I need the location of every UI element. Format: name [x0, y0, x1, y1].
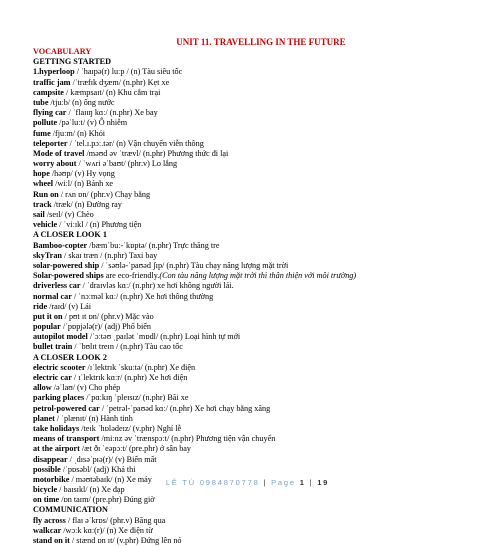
- footer-page-number: 1: [299, 478, 306, 487]
- section-heading-text: COMMUNICATION: [33, 505, 108, 515]
- vocab-term: fume: [33, 128, 51, 138]
- section-heading-text: A CLOSER LOOK 1: [33, 230, 107, 240]
- vocab-entry: [33, 169, 463, 179]
- vocab-definition: / ˈflaɪɪŋ kɑː/ (n.phr) Xe bay: [66, 108, 158, 118]
- vocab-term: hope: [33, 169, 50, 179]
- vocab-example-translation: (Con tàu năng lượng mặt trời thì thân thiện với môi trường): [159, 271, 357, 281]
- page-footer: [0, 478, 495, 487]
- vocab-entry: [33, 342, 463, 352]
- vocab-term: teleporter: [33, 138, 68, 148]
- document-page: [33, 37, 463, 546]
- vocab-term: wheel: [33, 179, 54, 189]
- vocab-definition: /wɔːk kɑː(r)/ (n) Xe điện từ: [61, 525, 153, 535]
- vocab-term: Solar-powered ships: [33, 271, 104, 281]
- vocab-entry: [33, 159, 463, 169]
- vocab-definition: / kæmpsaɪt/ (n) Khu cắm trại: [63, 87, 161, 97]
- vocab-definition: / ˈwʌri əˈbaʊt/ (phr.v) Lo lắng: [76, 159, 178, 169]
- section-heading-text: A CLOSER LOOK 2: [33, 352, 107, 362]
- vocab-term: bullet train: [33, 342, 73, 352]
- vocab-definition: /raɪd/ (v) Lái: [47, 301, 91, 311]
- vocab-definition: /ˈtræfɪk dʒæm/ (n.phr) Kẹt xe: [70, 77, 170, 87]
- vocab-term: stand on it: [33, 536, 70, 545]
- vocab-term: bicycle: [33, 485, 58, 495]
- vocab-entry: [33, 281, 463, 291]
- vocab-term: at the airport: [33, 444, 80, 454]
- vocab-term: worry about: [33, 159, 77, 169]
- vocab-term: autopilot model: [33, 332, 88, 342]
- vocab-definition: /teɪk ˈhɒlədeɪz/ (v.phr) Nghỉ lễ: [79, 423, 182, 433]
- vocab-definition: / ˈnɔːməl kɑː/ (n.phr) Xe hơi thông thường: [71, 291, 214, 301]
- vocab-entry: [33, 139, 463, 149]
- footer-separator-2: |: [309, 478, 314, 487]
- section-heading-text: GETTING STARTED: [33, 57, 112, 67]
- footer-author: LÊ TÚ 0984870778: [165, 478, 260, 487]
- vocab-term: allow: [33, 383, 52, 393]
- vocab-term: pollute: [33, 118, 58, 128]
- vocab-term: vehicle: [33, 220, 58, 230]
- section-heading: [33, 57, 463, 67]
- vocab-entry: [33, 210, 463, 220]
- section-heading: [33, 505, 463, 515]
- vocab-term: solar-powered ship: [33, 260, 100, 270]
- vocab-entry: [33, 302, 463, 312]
- vocab-entry: [33, 404, 463, 414]
- vocab-entry: [33, 129, 463, 139]
- vocab-definition: /wiːl/ (n) Bánh xe: [53, 179, 114, 189]
- vocab-definition: /ˈɔːtəʊ ˌpaɪlət ˈmɒdl/ (n.phr) Loại hình tự mới: [87, 332, 241, 342]
- vocab-entry: [33, 526, 463, 536]
- vocab-term: Run on: [33, 189, 59, 199]
- vocab-entry: [33, 495, 463, 505]
- vocab-entry: [33, 220, 463, 230]
- vocab-term: driverless car: [33, 281, 81, 291]
- vocab-entry: [33, 292, 463, 302]
- vocab-term: disappear: [33, 454, 68, 464]
- vocab-definition: /məʊd əv ˈtrævl/ (n.phr) Phương thức đi lại: [84, 148, 229, 158]
- vocab-term: walkcar: [33, 525, 62, 535]
- vocab-entry: [33, 434, 463, 444]
- vocab-definition: /ˈpɒsəbl/ (adj) Khả thi: [60, 464, 136, 474]
- vocab-definition: /bæmˈbuː-ˈkɒptə/ (n.phr) Trực thăng tre: [87, 240, 220, 250]
- vocab-term: possible: [33, 464, 61, 474]
- vocab-entry: [33, 332, 463, 342]
- vocab-entry: [33, 455, 463, 465]
- vocab-definition: / ˈpetrəl-ˈpaʊəd kɑː/ (n.phr) Xe hơi chạy bằng xăng: [99, 403, 271, 413]
- vocab-definition: /ˈpɑːkɪŋ ˈpleɪsɪz/ (n.phr) Bãi xe: [84, 393, 189, 403]
- vocab-entry: [33, 383, 463, 393]
- vocab-term: popular: [33, 322, 61, 332]
- vocab-definition: / rʌn ɒn/ (phr.v) Chạy bằng: [58, 189, 151, 199]
- vocab-entry: [33, 67, 463, 77]
- vocab-definition: /fjuːm/ (n) Khói: [50, 128, 106, 138]
- vocab-term: traffic jam: [33, 77, 71, 87]
- vocab-entry: [33, 108, 463, 118]
- vocab-definition: / ɪˈlektrɪk kɑːr/ (n.phr) Xe hơi điện: [71, 373, 188, 382]
- footer-page-word: Page: [271, 478, 296, 487]
- vocab-entry: [33, 251, 463, 261]
- vocab-term: fly across: [33, 515, 66, 525]
- vocab-term: put it on: [33, 311, 63, 321]
- vocab-definition: / baɪsɪkl/ (n) Xe đạp: [57, 485, 125, 495]
- vocab-term: electric car: [33, 373, 72, 382]
- vocab-definition: /ɒn taɪm/ (pre.phr) Đúng giờ: [59, 495, 155, 505]
- vocab-term: on time: [33, 495, 60, 505]
- section-heading: [33, 353, 463, 363]
- vocab-entry: [33, 190, 463, 200]
- vocab-entry: [33, 414, 463, 424]
- section-heading-text: VOCABULARY: [33, 47, 92, 56]
- vocab-definition: /miːnz əv ˈtrænspɔːt/ (n.phr) Phương tiện vận chuyển: [99, 434, 276, 444]
- section-heading: [33, 47, 463, 57]
- section-heading: [33, 230, 463, 240]
- vocab-definition: / pʊt ɪt ɒn/ (phr.v) Mặc vào: [62, 311, 154, 321]
- vocab-definition: / skaɪ træn / (n.phr) Taxi bay: [61, 250, 158, 260]
- vocab-definition: / ˈhaɪpə(r) luːp / (n) Tàu siêu tốc: [74, 67, 183, 77]
- vocab-entry: [33, 149, 463, 159]
- vocab-entry: [33, 465, 463, 475]
- vocab-term: take holidays: [33, 423, 80, 433]
- vocab-definition: / ˈbʊlɪt treɪn / (n.phr) Tàu cao tốc: [72, 342, 183, 352]
- vocab-term: track: [33, 199, 52, 209]
- vocabulary-list: [33, 47, 463, 546]
- vocab-definition: are eco-friendly.: [103, 271, 160, 281]
- vocab-definition: /əˈlaʊ/ (v) Cho phép: [51, 383, 121, 393]
- vocab-entry: [33, 373, 463, 383]
- vocab-definition: /seɪl/ (v) Chèo: [44, 210, 94, 219]
- vocab-entry: [33, 536, 463, 546]
- vocab-term: ride: [33, 301, 48, 311]
- vocab-term: campsite: [33, 87, 64, 97]
- vocab-term: sail: [33, 210, 45, 219]
- vocab-definition: /æt ðɪ ˈeəpɔːt/ (pre.phr) ở sân bay: [79, 444, 192, 454]
- vocab-entry: [33, 363, 463, 373]
- vocab-term: Bamboo-copter: [33, 240, 88, 250]
- vocab-definition: / ˈtel.ɪ.pɔː.tər/ (n) Vận chuyển viễn thông: [67, 138, 204, 148]
- vocab-definition: / stænd ɒn ɪt/ (v.phr) Đứng lên nó: [69, 536, 182, 545]
- vocab-entry: [33, 322, 463, 332]
- vocab-term: 1.hyperloop: [33, 67, 75, 77]
- vocab-entry: [33, 78, 463, 88]
- vocab-term: tube: [33, 97, 49, 107]
- vocab-term: Mode of travel: [33, 148, 85, 158]
- vocab-definition: / flaɪ əˈkrɒs/ (phr.v) Băng qua: [65, 515, 166, 525]
- vocab-term: electric scooter: [33, 362, 86, 372]
- vocab-entry: [33, 241, 463, 251]
- vocab-entry: [33, 393, 463, 403]
- vocab-definition: /træk/ (n) Đường ray: [51, 199, 122, 209]
- vocab-entry: [33, 271, 463, 281]
- vocab-definition: /tjuːb/ (n) ống nước: [48, 97, 115, 107]
- vocab-entry: [33, 98, 463, 108]
- vocab-definition: / ˈviːɪkl / (n) Phương tiện: [57, 220, 142, 230]
- vocab-entry: [33, 516, 463, 526]
- vocab-definition: / ˈsəʊlə-ˈpaʊəd ʃɪp/ (n.phr) Tàu chạy năng lượng mặt trời: [99, 260, 289, 270]
- vocab-definition: / məʊtəbaɪk/ (n) Xe máy: [69, 474, 152, 484]
- vocab-entry: [33, 312, 463, 322]
- vocab-entry: [33, 444, 463, 454]
- vocab-term: motorbike: [33, 474, 70, 484]
- vocab-definition: /ˈpɒpjələ(r)/ (adj) Phổ biến: [60, 322, 151, 332]
- vocab-entry: [33, 179, 463, 189]
- vocab-entry: [33, 261, 463, 271]
- vocab-entry: [33, 200, 463, 210]
- vocab-term: means of transport: [33, 434, 100, 444]
- vocab-definition: / ˈplænɪt/ (n) Hành tinh: [54, 413, 133, 423]
- vocab-definition: /ɪˈlektrɪk ˈskuːtə/ (n.phr) Xe điện: [85, 362, 196, 372]
- vocab-entry: [33, 118, 463, 128]
- vocab-definition: / ˈdraɪvləs kɑː/ (n.phr) xe hơi không người lái.: [80, 281, 234, 291]
- document-title: UNIT 11. TRAVELLING IN THE FUTURE: [176, 37, 346, 47]
- vocab-definition: /pəˈluːt/ (v) Ô nhiễm: [57, 118, 128, 128]
- vocab-term: normal car: [33, 291, 72, 301]
- vocab-entry: [33, 88, 463, 98]
- vocab-entry: [33, 424, 463, 434]
- vocab-term: petrol-powered car: [33, 403, 100, 413]
- vocab-term: planet: [33, 413, 55, 423]
- vocab-definition: /həʊp/ (v) Hy vọng: [49, 169, 115, 179]
- vocab-definition: / ˌdɪsəˈpɪə(r)/ (v) Biến mất: [67, 454, 157, 464]
- footer-page-total: 19: [317, 478, 330, 487]
- vocab-term: flying car: [33, 108, 67, 118]
- footer-separator: |: [263, 478, 268, 487]
- vocab-term: skyTran: [33, 250, 62, 260]
- vocab-term: parking places: [33, 393, 85, 403]
